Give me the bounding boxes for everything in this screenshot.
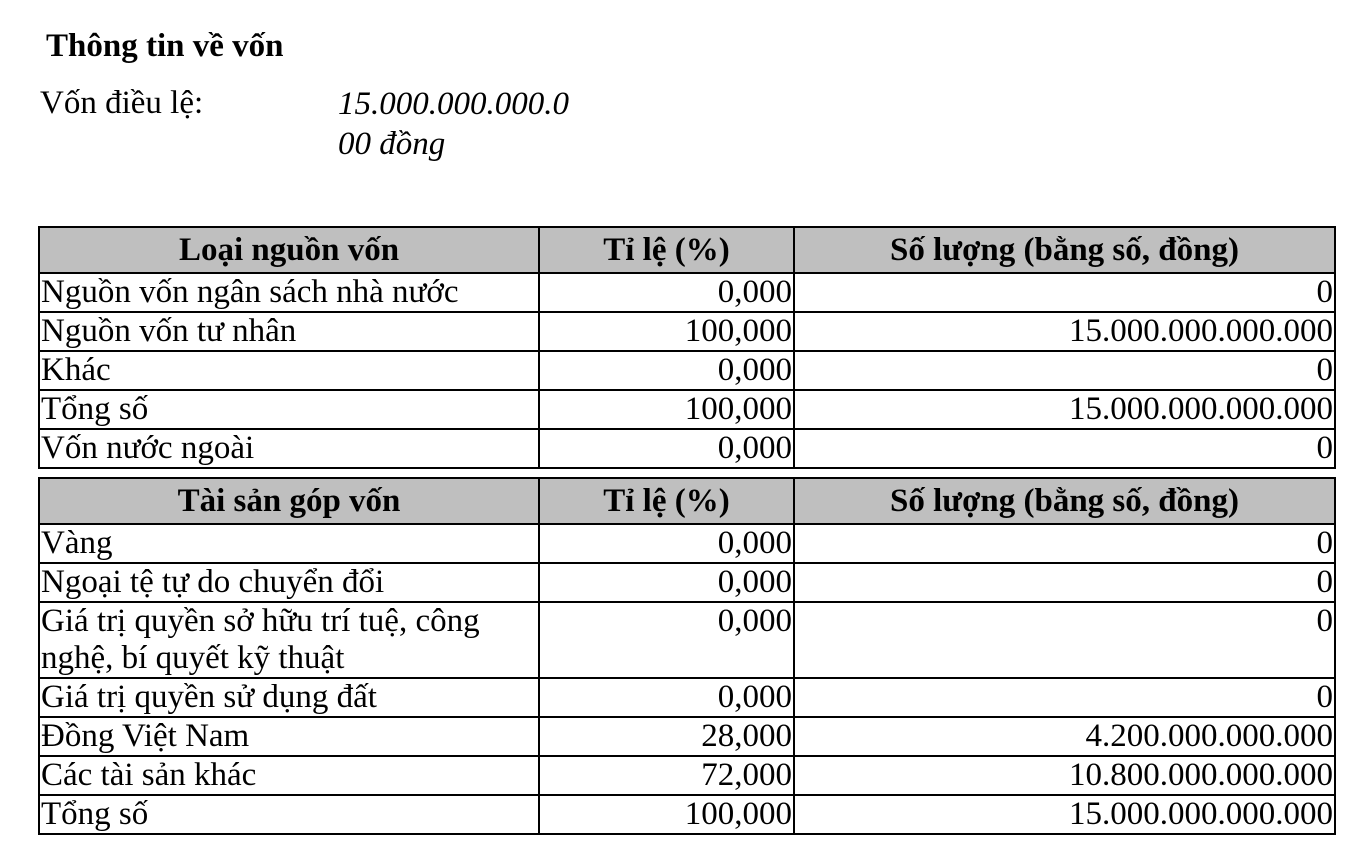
row-ratio: 0,000 [539, 524, 794, 563]
table-row [39, 795, 1335, 834]
table-row [39, 563, 1335, 602]
table-row [39, 756, 1335, 795]
row-label: Nguồn vốn tư nhân [39, 312, 539, 351]
row-amount: 4.200.000.000.000 [794, 717, 1335, 756]
row-ratio: 0,000 [539, 429, 794, 468]
charter-capital-label: Vốn điều lệ: [40, 85, 204, 121]
row-ratio: 28,000 [539, 717, 794, 756]
contributed-assets-table [38, 477, 1336, 835]
charter-capital-value [338, 84, 569, 164]
table-row [39, 717, 1335, 756]
table-row [39, 351, 1335, 390]
row-label: Tổng số [39, 390, 539, 429]
charter-capital-value-line1: 15.000.000.000.0 [338, 86, 569, 122]
header-ratio: Tỉ lệ (%) [539, 227, 794, 273]
row-ratio: 0,000 [539, 678, 794, 717]
row-amount: 15.000.000.000.000 [794, 390, 1335, 429]
row-ratio: 0,000 [539, 563, 794, 602]
row-amount: 15.000.000.000.000 [794, 795, 1335, 834]
section-title: Thông tin về vốn [46, 28, 284, 64]
row-label: Nguồn vốn ngân sách nhà nước [39, 273, 539, 312]
row-label: Giá trị quyền sở hữu trí tuệ, công nghệ, bí quyết kỹ thuật [39, 602, 539, 678]
table-row [39, 602, 1335, 678]
table-header-row [39, 227, 1335, 273]
header-source-type: Loại nguồn vốn [39, 227, 539, 273]
charter-capital-value-line2: 00 đồng [338, 126, 446, 162]
row-amount: 0 [794, 429, 1335, 468]
table-row [39, 678, 1335, 717]
row-amount: 0 [794, 273, 1335, 312]
row-label: Ngoại tệ tự do chuyển đổi [39, 563, 539, 602]
row-amount: 0 [794, 563, 1335, 602]
row-label: Vàng [39, 524, 539, 563]
table-row [39, 273, 1335, 312]
row-amount: 0 [794, 351, 1335, 390]
row-amount: 10.800.000.000.000 [794, 756, 1335, 795]
row-amount: 0 [794, 602, 1335, 678]
table-row [39, 390, 1335, 429]
row-amount: 15.000.000.000.000 [794, 312, 1335, 351]
capital-sources-table [38, 226, 1336, 469]
row-ratio: 72,000 [539, 756, 794, 795]
table-row [39, 524, 1335, 563]
row-label: Các tài sản khác [39, 756, 539, 795]
row-ratio: 100,000 [539, 795, 794, 834]
row-label: Khác [39, 351, 539, 390]
header-amount: Số lượng (bằng số, đồng) [794, 478, 1335, 524]
header-amount: Số lượng (bằng số, đồng) [794, 227, 1335, 273]
row-amount: 0 [794, 678, 1335, 717]
row-label: Tổng số [39, 795, 539, 834]
row-ratio: 100,000 [539, 312, 794, 351]
table-header-row [39, 478, 1335, 524]
table-row [39, 429, 1335, 468]
row-label: Vốn nước ngoài [39, 429, 539, 468]
row-ratio: 0,000 [539, 351, 794, 390]
table-row [39, 312, 1335, 351]
row-ratio: 0,000 [539, 273, 794, 312]
header-ratio: Tỉ lệ (%) [539, 478, 794, 524]
header-asset-type: Tài sản góp vốn [39, 478, 539, 524]
row-ratio: 0,000 [539, 602, 794, 678]
row-amount: 0 [794, 524, 1335, 563]
row-ratio: 100,000 [539, 390, 794, 429]
row-label: Giá trị quyền sử dụng đất [39, 678, 539, 717]
row-label: Đồng Việt Nam [39, 717, 539, 756]
